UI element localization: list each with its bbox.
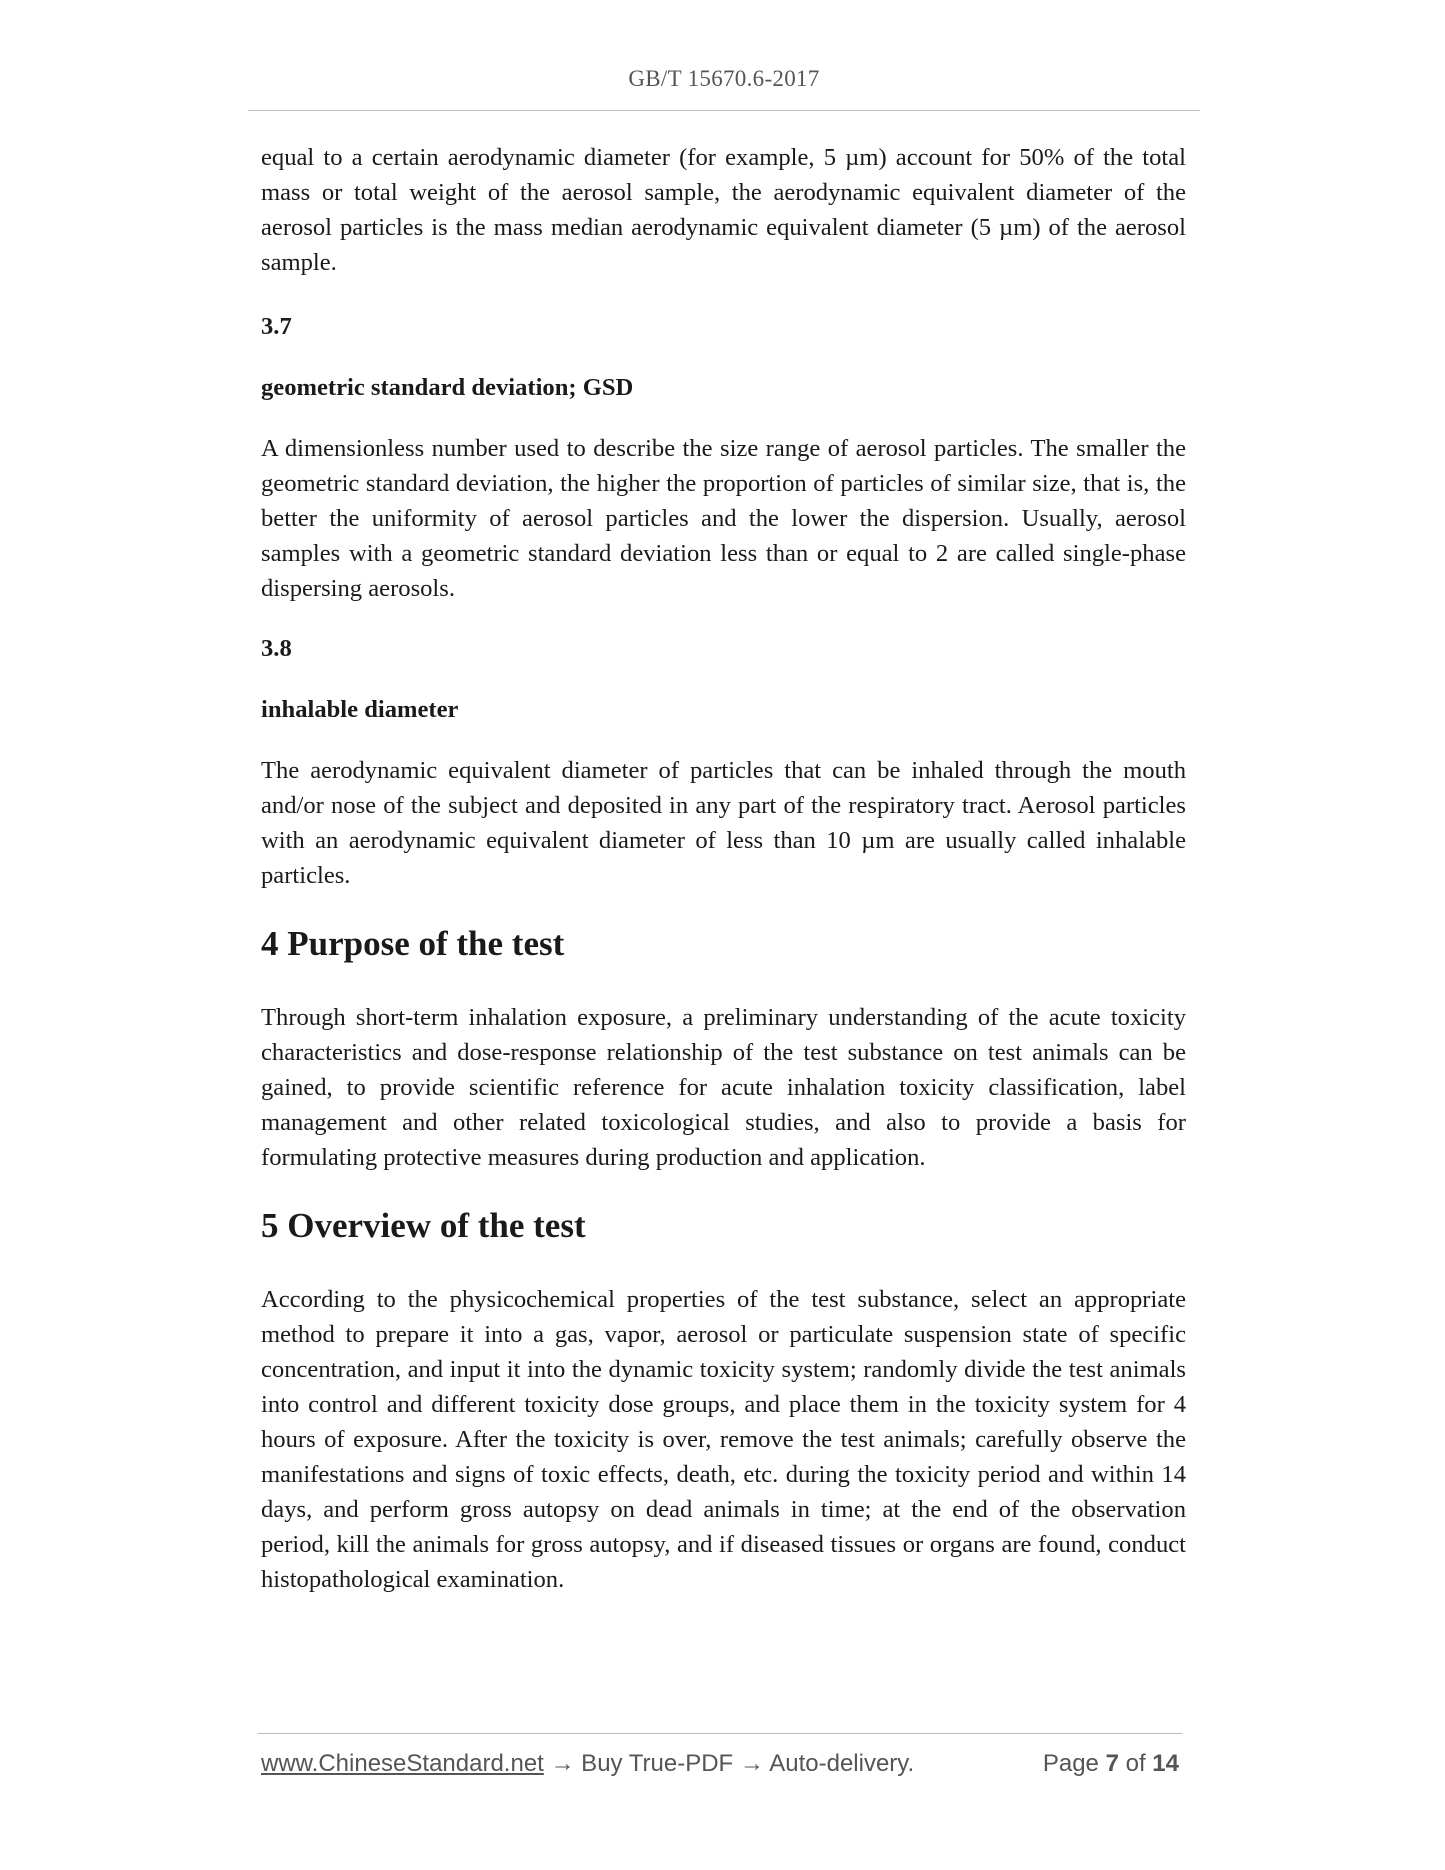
section-4-paragraph: Through short-term inhalation exposure, a preliminary understanding of the acute toxicity characteristics and dose-response relationship of the test substance on test animals can be gained, to provide scientific reference for acute inhalation toxicity classification, label management and other related toxicological studies, and also to provide a basis for formulating protective measures during production and application. xyxy=(261,1004,1186,1171)
page-total: 14 xyxy=(1152,1750,1179,1777)
of-word: of xyxy=(1125,1750,1146,1777)
section-heading-4: 4 Purpose of the test xyxy=(261,924,565,963)
section-heading-5: 5 Overview of the test xyxy=(261,1206,586,1245)
page-header: GB/T 15670.6-2017 xyxy=(628,66,820,91)
page-footer xyxy=(261,1750,1179,1778)
page-content xyxy=(261,140,1186,1597)
intro-paragraph: equal to a certain aerodynamic diameter (for example, 5 µm) account for 50% of the total mass or total weight of the aerosol sample, the aerodynamic equivalent diameter of the aerosol particles is the mass median aerodynamic equivalent diameter (5 µm) of the aerosol sample. xyxy=(261,144,1186,276)
footer-promo xyxy=(261,1750,914,1778)
page-current: 7 xyxy=(1105,1750,1119,1777)
page-word: Page xyxy=(1042,1750,1099,1777)
page-indicator xyxy=(1043,1750,1179,1778)
section-5-paragraph: According to the physicochemical properties of the test substance, select an appropriate method to prepare it into a gas, vapor, aerosol or particulate suspension state of specific concentration, and input it into the dynamic toxicity system; randomly divide the test animals into control and different toxicity dose groups, and place them in the toxicity system for 4 hours of exposure. After the toxicity is over, remove the test animals; carefully observe the manifestations and signs of toxic effects, death, etc. during the toxicity period and within 14 days, and perform gross autopsy on dead animals in time; at the end of the observation period, kill the animals for gross autopsy, and if diseased tissues or organs are found, conduct histopathological examination. xyxy=(261,1286,1186,1593)
clause-number-3-8: 3.8 xyxy=(261,635,292,662)
site-link[interactable]: www.ChineseStandard.net xyxy=(261,1750,544,1777)
footer-divider xyxy=(258,1733,1182,1734)
header-divider xyxy=(248,110,1200,111)
clause-number-3-7: 3.7 xyxy=(261,313,292,340)
term-3-7: geometric standard deviation; GSD xyxy=(261,374,634,401)
term-3-8: inhalable diameter xyxy=(261,696,459,723)
definition-3-7: A dimensionless number used to describe the size range of aerosol particles. The smaller the geometric standard deviation, the higher the proportion of particles of similar size, that is, the better the uniformity of aerosol particles and the lower the dispersion. Usually, aerosol samples with a geometric standard deviation less than or equal to 2 are called single-phase dispersing aerosols. xyxy=(261,435,1186,602)
promo-text: → Buy True-PDF → Auto-delivery. xyxy=(543,1750,915,1777)
definition-3-8: The aerodynamic equivalent diameter of particles that can be inhaled through the mouth and/or nose of the subject and deposited in any part of the respiratory tract. Aerosol particles with an aerodynamic equivalent diameter of less than 10 µm are usually called inhalable particles. xyxy=(261,757,1186,889)
